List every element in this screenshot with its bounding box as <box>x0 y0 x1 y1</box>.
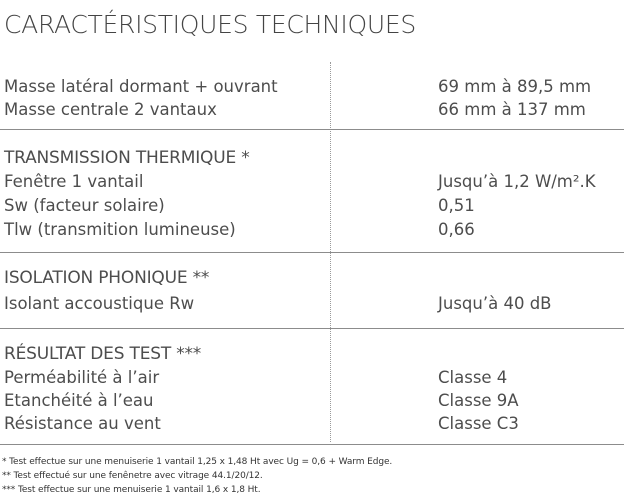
spec-row <box>4 77 624 101</box>
spec-value: 66 mm à 137 mm <box>438 100 586 119</box>
spec-row <box>4 391 624 415</box>
section-heading-thermal: TRANSMISSION THERMIQUE * <box>4 148 250 168</box>
page-title: CARACTÉRISTIQUES TECHNIQUES <box>4 10 416 39</box>
spec-label: Isolant accoustique Rw <box>4 294 195 313</box>
footnote: *** Test effectue sur une menuiserie 1 vantail 1,6 x 1,8 Ht. <box>2 485 261 495</box>
section-divider <box>0 328 624 329</box>
section-divider <box>0 252 624 253</box>
spec-value: 69 mm à 89,5 mm <box>438 77 592 96</box>
spec-row <box>4 414 624 438</box>
footnote: ** Test effectué sur une fenênetre avec vitrage 44.1/20/12. <box>2 471 263 481</box>
spec-row <box>4 172 624 196</box>
spec-label: Sw (facteur solaire) <box>4 196 165 215</box>
section-divider <box>0 444 624 445</box>
spec-value: Classe 9A <box>438 391 519 410</box>
spec-label: Etanchéité à l’eau <box>4 391 154 410</box>
spec-value: Classe 4 <box>438 368 508 387</box>
spec-value: Classe C3 <box>438 414 519 433</box>
spec-value: 0,66 <box>438 220 475 239</box>
spec-label: Masse latéral dormant + ouvrant <box>4 77 278 96</box>
spec-label: Tlw (transmition lumineuse) <box>4 220 236 239</box>
spec-value: 0,51 <box>438 196 475 215</box>
spec-row <box>4 220 624 244</box>
spec-label: Masse centrale 2 vantaux <box>4 100 217 119</box>
spec-label: Fenêtre 1 vantail <box>4 172 144 191</box>
spec-label: Perméabilité à l’air <box>4 368 160 387</box>
spec-row <box>4 100 624 124</box>
spec-row <box>4 368 624 392</box>
spec-row <box>4 294 624 318</box>
section-heading-tests: RÉSULTAT DES TEST *** <box>4 344 202 364</box>
footnote: * Test effectue sur une menuiserie 1 vantail 1,25 x 1,48 Ht avec Ug = 0,6 + Warm Edge. <box>2 457 393 467</box>
spec-value: Jusqu’à 1,2 W/m².K <box>438 172 596 191</box>
spec-value: Jusqu’à 40 dB <box>438 294 552 313</box>
spec-row <box>4 196 624 220</box>
section-divider <box>0 129 624 130</box>
section-heading-acoustic: ISOLATION PHONIQUE ** <box>4 268 210 288</box>
spec-label: Résistance au vent <box>4 414 161 433</box>
